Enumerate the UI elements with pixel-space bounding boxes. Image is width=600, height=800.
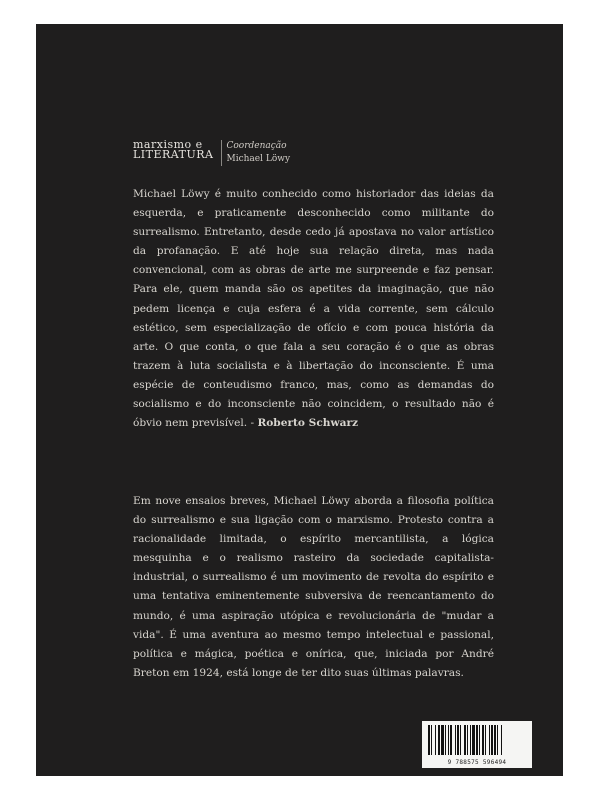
series-credits [226, 140, 290, 166]
series-logo-line1: marxismo e [133, 138, 203, 151]
series-divider [221, 140, 222, 166]
back-cover [36, 24, 563, 776]
coordinator-name: Michael Löwy [226, 154, 291, 164]
coordination-label: Coordenação [226, 141, 287, 151]
description-text: Em nove ensaios breves, Michael Löwy aborda a filosofia política do surrealismo e sua ligação com o marxismo. Protesto contra a racionalidade limitada, o espírito mercantilista, a lógica mesquinha e o realismo rasteiro da sociedade capitalista-industrial, o surrealismo é um movimento de revolta do espírito e uma tentativa eminentemente subversiva de reencantamento do mundo, é uma aspiração utópica e revolucionária de "mudar a vida". É uma aventura ao mesmo tempo intelectual e passional, política e mágica, poética e onírica, que, iniciada por André Breton em 1924, está longe de ter dito suas últimas palavras. [133, 495, 494, 679]
book-description [133, 492, 494, 683]
barcode-bars [428, 725, 526, 755]
series-logo-line2: LITERATURA [133, 148, 214, 161]
quote-text: Michael Löwy é muito conhecido como historiador das ideias da esquerda, e praticamente desconhecido como militante do surrealismo. Entretanto, desde cedo já apostava no valor artístico da profanação. E até hoje sua relação direta, mas nada convencional, com as obras de arte me surpreende e faz pensar. Para ele, quem manda são os apetites da imaginação, que não pedem licença e cuja esfera é a vida corrente, sem cálculo estético, sem especialização de ofício e com pouca história da arte. O que conta, o que fala a seu coração é o que as obras trazem à luta socialista e à libertação do inconsciente. É uma espécie de conteudismo franco, mas, como as demandas do socialismo e do inconsciente não coincidem, o resultado não é óbvio nem previsível. - [133, 188, 494, 430]
series-logo [133, 140, 217, 166]
isbn-barcode [422, 721, 532, 768]
endorsement-quote [133, 185, 494, 433]
isbn-number: 9 788575 596494 [447, 759, 507, 766]
quote-author: Roberto Schwarz [257, 417, 359, 430]
series-logo-block [133, 140, 290, 166]
